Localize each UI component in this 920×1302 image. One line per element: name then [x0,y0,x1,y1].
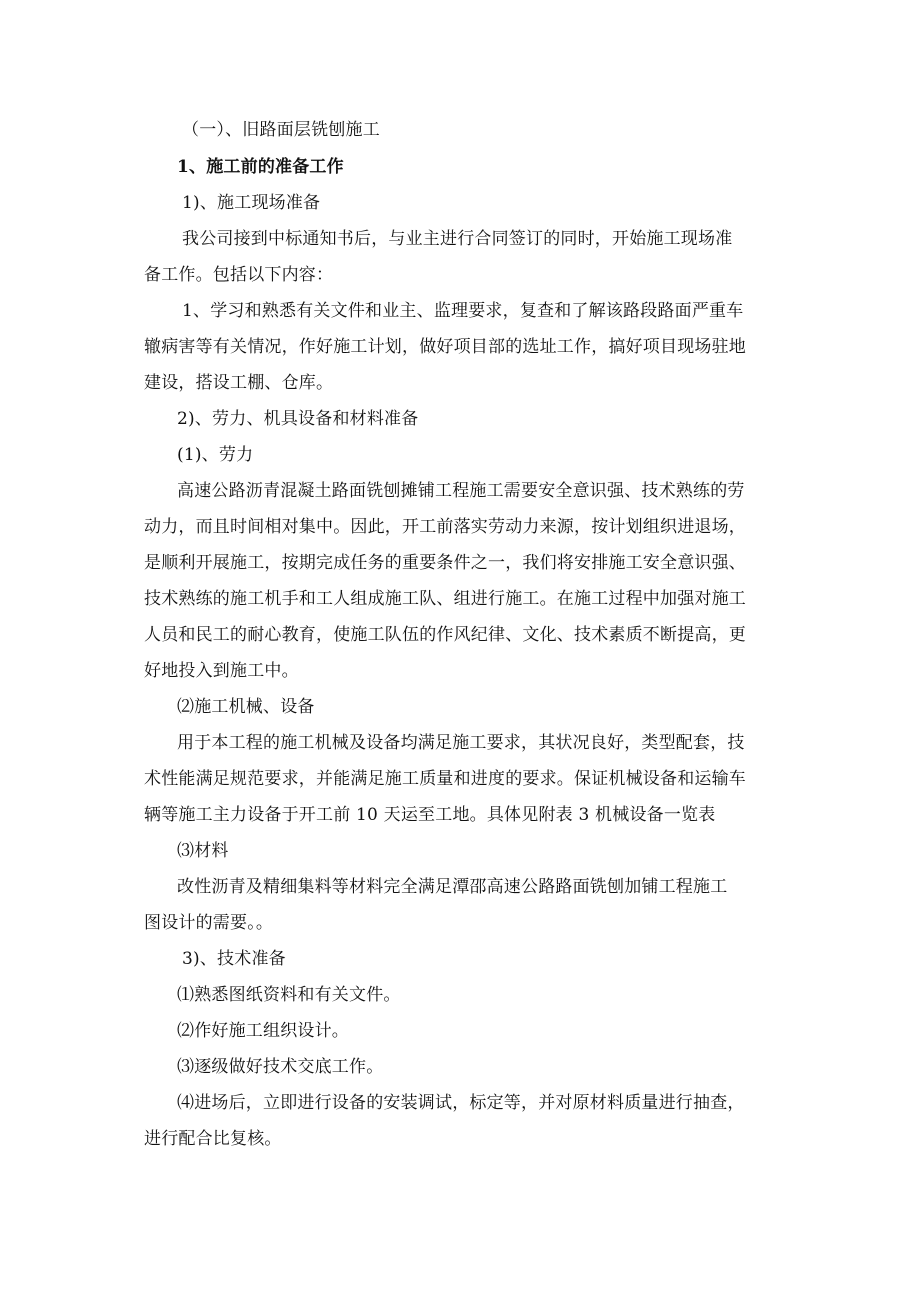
paragraph-line: 辆等施工主力设备于开工前 10 天运至工地。具体见附表 3 机械设备一览表 [144,805,716,825]
subheading-materials: ⑶材料 [177,841,229,861]
paragraph-line: 是顺利开展施工，按期完成任务的重要条件之一，我们将安排施工安全意识强、 [144,553,746,573]
heading-preparation: 1、施工前的准备工作 [177,157,344,177]
paragraph-line: 技术熟练的施工机手和工人组成施工队、组进行施工。在施工过程中加强对施工 [144,589,746,609]
paragraph-line: 图设计的需要。。 [144,913,274,933]
list-item: ⑶逐级做好技术交底工作。 [177,1057,384,1077]
paragraph-line: 改性沥青及精细集料等材料完全满足潭邵高速公路路面铣刨加铺工程施工 [177,877,728,897]
paragraph-line: 我公司接到中标通知书后，与业主进行合同签订的同时，开始施工现场准 [182,229,733,249]
list-item-line: ⑷进场后，立即进行设备的安装调试，标定等，并对原材料质量进行抽查， [177,1093,745,1113]
paragraph-line: 动力，而且时间相对集中。因此，开工前落实劳动力来源，按计划组织进退场， [144,517,746,537]
list-item-line: 1、学习和熟悉有关文件和业主、监理要求，复查和了解该路段路面严重车 [182,301,744,321]
subheading-technical: 3)、技术准备 [182,949,286,969]
paragraph-line: 好地投入到施工中。 [144,661,299,681]
subheading-machinery: ⑵施工机械、设备 [177,697,315,717]
list-item-line: 进行配合比复核。 [144,1129,282,1149]
paragraph-line: 高速公路沥青混凝土路面铣刨摊铺工程施工需要安全意识强、技术熟练的劳 [177,481,745,501]
list-item: ⑵作好施工组织设计。 [177,1021,349,1041]
list-item: ⑴熟悉图纸资料和有关文件。 [177,985,401,1005]
subheading-labor: (1)、劳力 [177,445,254,465]
list-item-line: 辙病害等有关情况，作好施工计划，做好项目部的选址工作，搞好项目现场驻地 [144,337,746,357]
list-item-line: 建设，搭设工棚、仓库。 [144,373,334,393]
subheading-site-preparation: 1)、施工现场准备 [182,193,321,213]
paragraph-line: 术性能满足规范要求，并能满足施工质量和进度的要求。保证机械设备和运输车 [144,769,746,789]
paragraph-line: 备工作。包括以下内容： [144,265,334,285]
section-title: （一）、旧路面层铣刨施工 [182,120,380,140]
paragraph-line: 用于本工程的施工机械及设备均满足施工要求，其状况良好，类型配套，技 [177,733,745,753]
paragraph-line: 人员和民工的耐心教育，使施工队伍的作风纪律、文化、技术素质不断提高，更 [144,625,746,645]
subheading-labor-equipment: 2)、劳力、机具设备和材料准备 [177,409,419,429]
